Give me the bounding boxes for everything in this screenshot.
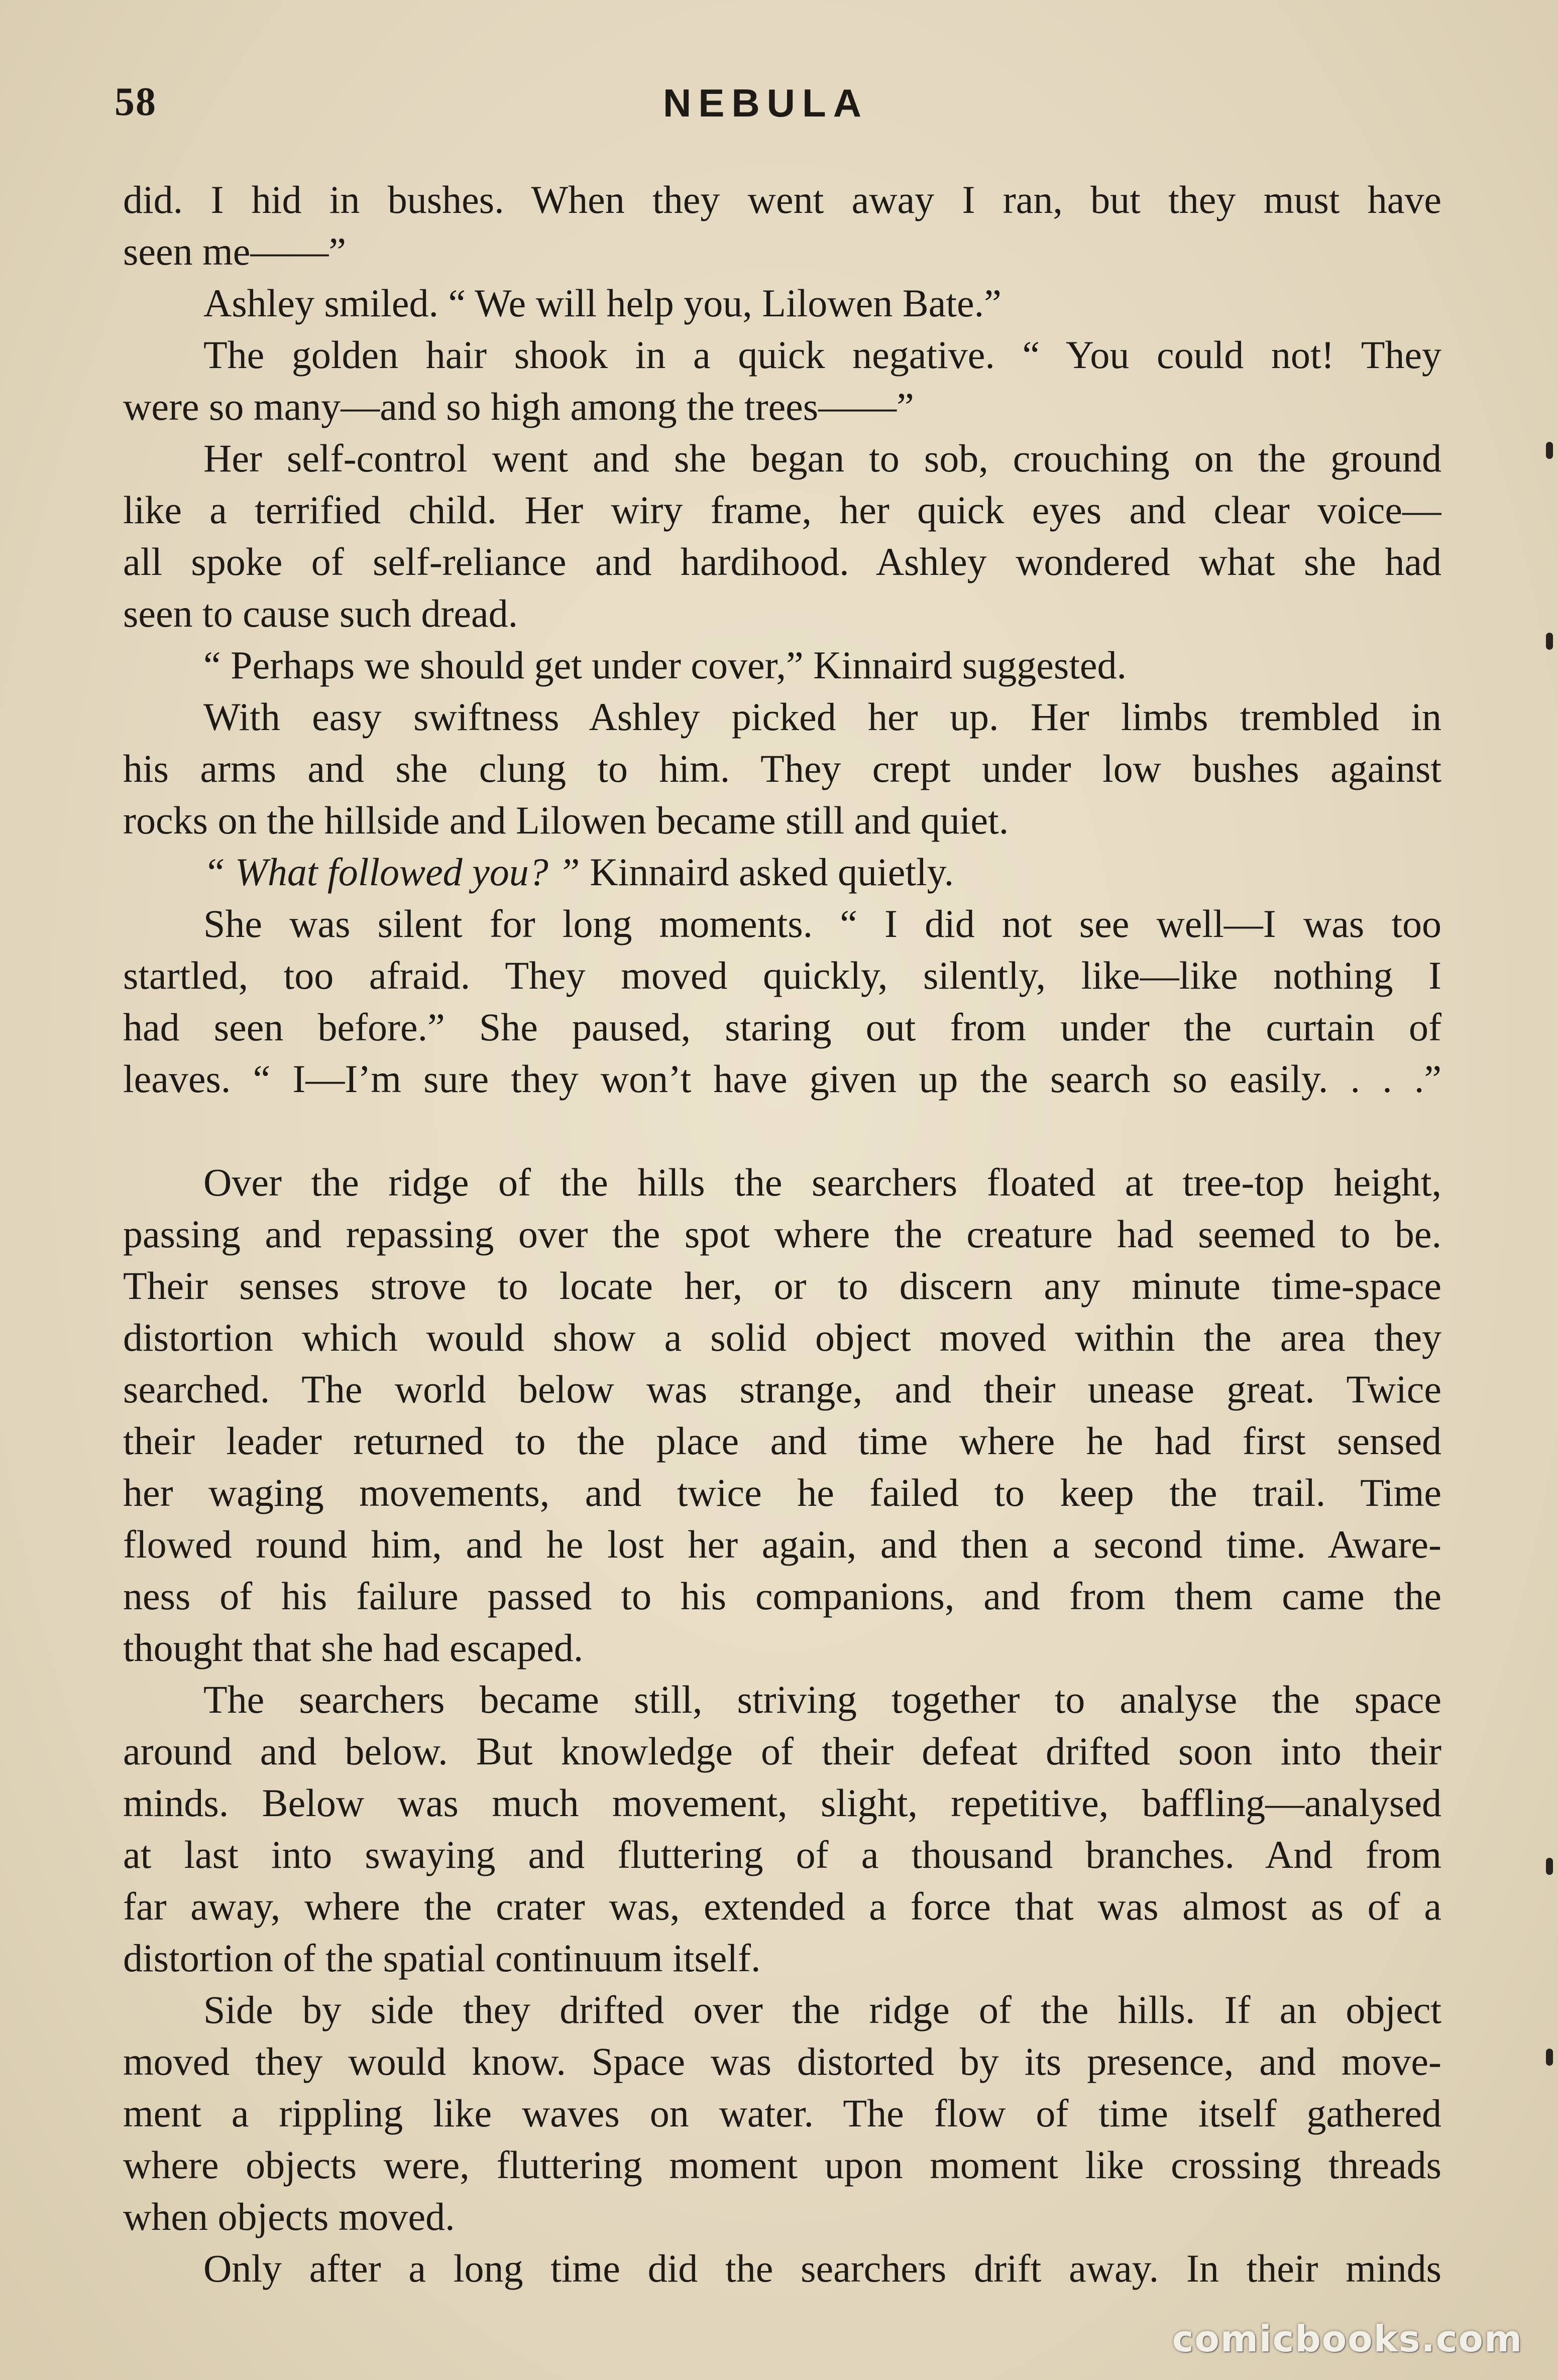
text-line: seen me——” xyxy=(123,229,347,273)
text-line: Her self-control went and she began to sob, crouching on the ground xyxy=(203,436,1441,480)
text-line: were so many—and so high among the trees——” xyxy=(123,385,914,428)
text-line: all spoke of self-reliance and hardihood. Ashley wondered what she had xyxy=(123,540,1441,583)
page-number: 58 xyxy=(115,80,157,124)
text-line: when objects moved. xyxy=(123,2195,455,2238)
page-edge-mark xyxy=(1546,633,1553,650)
page-edge-mark xyxy=(1546,2049,1553,2066)
text-line xyxy=(123,846,1441,898)
section-break xyxy=(123,1105,1441,1156)
text-line: The golden hair shook in a quick negative. “ You could not! They xyxy=(203,333,1441,377)
text-line: Ashley smiled. “ We will help you, Lilowen Bate.” xyxy=(203,281,1001,325)
text-line: her waging movements, and twice he failed to keep the trail. Time xyxy=(123,1471,1441,1514)
text-line: their leader returned to the place and time where he had first sensed xyxy=(123,1419,1441,1463)
text-line: leaves. “ I—I’m sure they won’t have given up the search so easily. . . .” xyxy=(123,1057,1441,1101)
text-line: distortion which would show a solid object moved within the area they xyxy=(123,1316,1441,1359)
text-line: ness of his failure passed to his companions, and from them came the xyxy=(123,1574,1441,1618)
text-line: moved they would know. Space was distorted by its presence, and move- xyxy=(123,2040,1441,2083)
text-line: searched. The world below was strange, and their unease great. Twice xyxy=(123,1367,1441,1411)
text-line: had seen before.” She paused, staring out from under the curtain of xyxy=(123,1005,1441,1049)
text-line: seen to cause such dread. xyxy=(123,591,518,635)
text-line: distortion of the spatial continuum itself. xyxy=(123,1936,761,1980)
text-line: like a terrified child. Her wiry frame, her quick eyes and clear voice— xyxy=(123,488,1441,532)
text-line: his arms and she clung to him. They crept under low bushes against xyxy=(123,747,1441,790)
text-line: Over the ridge of the hills the searchers floated at tree-top height, xyxy=(203,1160,1441,1204)
text-line: Their senses strove to locate her, or to discern any minute time-space xyxy=(123,1264,1441,1307)
text-line: around and below. But knowledge of their defeat drifted soon into their xyxy=(123,1729,1441,1773)
text-line: With easy swiftness Ashley picked her up. Her limbs trembled in xyxy=(203,695,1441,739)
running-head-title: NEBULA xyxy=(663,81,868,125)
page-edge-mark xyxy=(1546,442,1553,459)
text-line: She was silent for long moments. “ I did not see well—I was too xyxy=(203,902,1441,945)
page-edge-mark xyxy=(1546,1858,1553,1875)
text-line: ment a rippling like waves on water. The flow of time itself gathered xyxy=(123,2091,1441,2135)
text-line: startled, too afraid. They moved quickly, silently, like—like nothing I xyxy=(123,954,1441,997)
text-line: far away, where the crater was, extended a force that was almost as of a xyxy=(123,1884,1441,1928)
text-line: did. I hid in bushes. When they went away I ran, but they must have xyxy=(123,178,1441,221)
text-line: passing and repassing over the spot where the creature had seemed to be. xyxy=(123,1212,1441,1256)
italic-text: “ What followed you? ” xyxy=(203,850,580,894)
text-line: rocks on the hillside and Lilowen became still and quiet. xyxy=(123,798,1009,842)
watermark-logo: comicbooks.com xyxy=(1172,2318,1523,2360)
text-line: at last into swaying and fluttering of a thousand branches. And from xyxy=(123,1833,1441,1876)
text-line: minds. Below was much movement, slight, repetitive, baffling—analysed xyxy=(123,1781,1441,1825)
text-line: Only after a long time did the searchers drift away. In their minds xyxy=(203,2246,1441,2290)
line-text: Kinnaird asked quietly. xyxy=(580,850,954,894)
text-line: thought that she had escaped. xyxy=(123,1626,584,1670)
text-line: The searchers became still, striving together to analyse the space xyxy=(203,1678,1441,1721)
text-line: flowed round him, and he lost her again, and then a second time. Aware- xyxy=(123,1522,1441,1566)
body-text xyxy=(123,174,1441,2294)
text-line: “ Perhaps we should get under cover,” Kinnaird suggested. xyxy=(203,643,1127,687)
text-line: Side by side they drifted over the ridge of the hills. If an object xyxy=(203,1988,1441,2032)
text-line: where objects were, fluttering moment upon moment like crossing threads xyxy=(123,2143,1441,2187)
